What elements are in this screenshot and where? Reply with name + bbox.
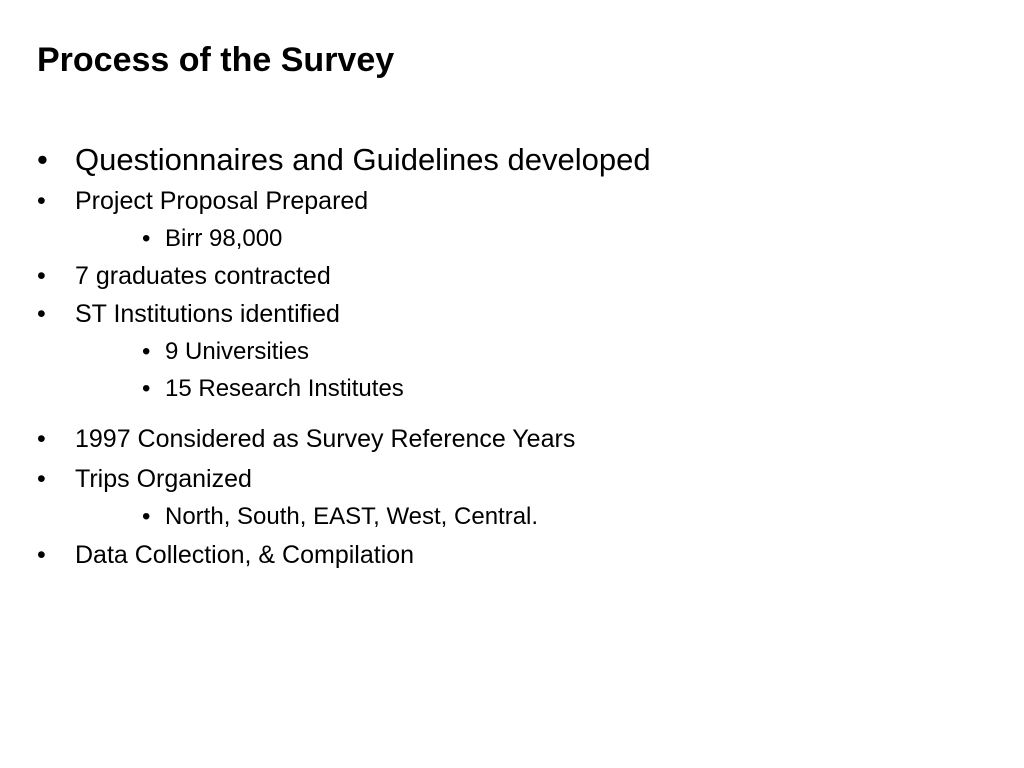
bullet-icon: • [37, 187, 46, 215]
bullet-icon: • [37, 465, 46, 493]
bullet-text: ST Institutions identified [75, 300, 340, 328]
bullet-icon: • [142, 225, 151, 252]
bullet-icon: • [37, 300, 46, 328]
bullet-icon: • [37, 142, 48, 177]
sub-bullet-text: Birr 98,000 [165, 225, 283, 252]
bullet-text: 1997 Considered as Survey Reference Years [75, 425, 576, 453]
sub-bullet-text: 9 Universities [165, 338, 310, 365]
bullet-icon: • [142, 375, 151, 402]
bullet-icon: • [37, 262, 46, 290]
bullet-icon: • [142, 338, 151, 365]
sub-bullet-text: 15 Research Institutes [165, 375, 404, 402]
bullet-text: Trips Organized [75, 465, 252, 493]
bullet-text: Data Collection, & Compilation [75, 541, 415, 569]
slide-title: Process of the Survey [37, 41, 395, 79]
bullet-icon: • [37, 541, 46, 569]
sub-bullet-text: North, South, EAST, West, Central. [165, 503, 539, 530]
bullet-text: Questionnaires and Guidelines developed [75, 142, 651, 177]
bullet-text: 7 graduates contracted [75, 262, 331, 290]
bullet-text: Project Proposal Prepared [75, 187, 369, 215]
bullet-icon: • [142, 503, 151, 530]
bullet-icon: • [37, 425, 46, 453]
